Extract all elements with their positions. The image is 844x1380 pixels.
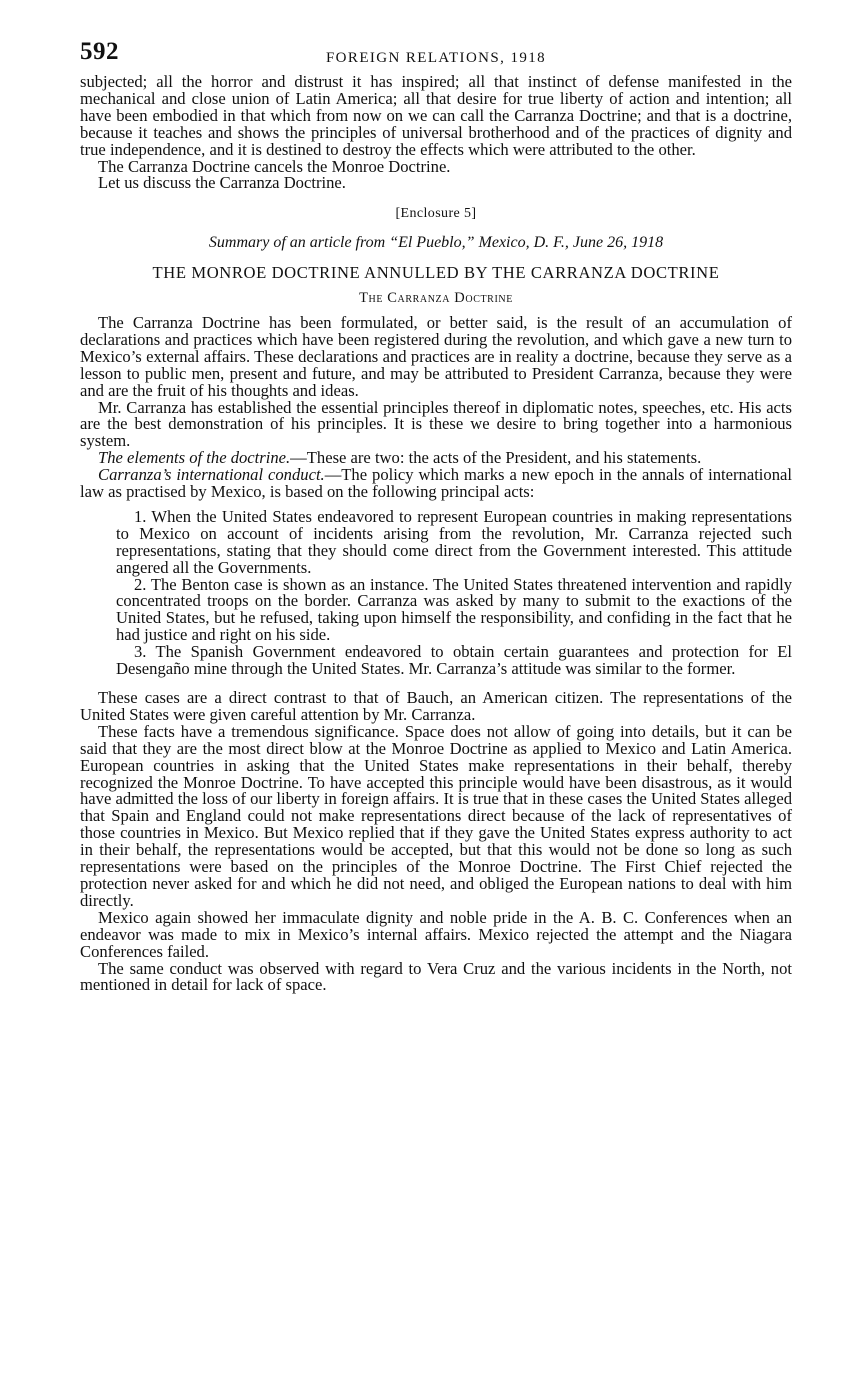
closing-paragraph: The same conduct was observed with regard to Vera Cruz and the various incidents in the North, not mentioned in detail for lack of space.: [80, 958, 792, 995]
numbered-item: 2. The Benton case is shown as an instance. The United States threatened intervention and rapidly concentrated troops on the border. Carranza was asked by many to submit to the exactions of the United States, but he refused, taking upon himself the responsibility, and confiding in the fact that he had justice and right on his side.: [116, 574, 792, 645]
numbered-list: [116, 506, 792, 679]
intro-paragraph: Let us discuss the Carranza Doctrine.: [98, 173, 346, 193]
article-main-heading: THE MONROE DOCTRINE ANNULLED BY THE CARRANZA DOCTRINE: [152, 263, 720, 283]
article-sub-heading: The Carranza Doctrine: [359, 290, 513, 307]
intro-paragraph: subjected; all the horror and distrust it has inspired; all that instinct of defense manifested in the mechanical and close union of Latin America; all that desire for true liberty of action and intention; all have been embodied in that which from now on we can call the Carranza Doctrine; and that is a doctrine, because it teaches and shows the principles of universal brotherhood and of the practices of dignity and true independence, and it is destined to destroy the effects which were attributed to the other.: [80, 72, 792, 159]
run-in-heading: Carranza’s international conduct.: [98, 465, 325, 485]
body-paragraph: Mr. Carranza has established the essential principles thereof in diplomatic notes, speeches, etc. His acts are the best demonstration of his principles. It is these we desire to bring together into a harmonious system.: [80, 397, 792, 451]
closing-paragraph: These cases are a direct contrast to that of Bauch, an American citizen. The representations of the United States were given careful attention by Mr. Carranza.: [80, 688, 792, 724]
intro-paragraph: The Carranza Doctrine cancels the Monroe Doctrine.: [98, 156, 451, 176]
running-head: [80, 38, 792, 74]
numbered-item: 1. When the United States endeavored to represent European countries in making representations to Mexico on account of incidents arising from the revolution, Mr. Carranza rejected such representations, stating that they should come direct from the Government interested. This attitude angered all the Governments.: [116, 506, 792, 577]
closing-paragraph: These facts have a tremendous significance. Space does not allow of going into details, but it can be said that they are the most direct blow at the Monroe Doctrine as applied to Mexico and Latin America. European countries in asking that the United States make representations in their behalf, thereby recognized the Monroe Doctrine. To have accepted this principle would have been disastrous, as it would have admitted the loss of our liberty in foreign affairs. It is true that in these cases the United States alleged that Spain and England could not make representations direct because of the lack of representatives of those countries in Mexico. But Mexico replied that if they gave the United States express authority to act in their behalf, the representations would be accepted, but that this would not be done so long as such representations were based on the principles of the Monroe Doctrine. The First Chief rejected the protection never asked for and which he did not need, and obliged the European nations to deal with him directly.: [80, 721, 792, 910]
running-title: FOREIGN RELATIONS, 1918: [325, 50, 547, 66]
page-number: 592: [80, 38, 119, 65]
document-page: [80, 38, 792, 995]
body-paragraph: The Carranza Doctrine has been formulated, or better said, is the result of an accumulation of declarations and practices which have been registered during the revolution, and which gave a new turn to Mexico’s external affairs. These declarations and practices are in reality a doctrine, because they serve as a lesson to public men, present and future, and may be attributed to President Carranza, because they were and are the fruit of his thoughts and ideas.: [80, 312, 792, 400]
closing-paragraph: Mexico again showed her immaculate dignity and noble pride in the A. B. C. Conferences when an endeavor was made to mix in Mexico’s internal affairs. Mexico rejected the attempt and the Niagara Conferences failed.: [80, 907, 792, 961]
body-paragraph: [80, 467, 792, 501]
run-in-text: —The policy which marks a new epoch in the annals of international law as practised by Mexico, is based on the following principal acts:: [80, 465, 792, 502]
numbered-item: 3. The Spanish Government endeavored to obtain certain guarantees and protection for El Desengaño mine through the United States. Mr. Carranza’s attitude was similar to the former.: [116, 642, 792, 679]
article-summary-line: Summary of an article from “El Pueblo,” Mexico, D. F., June 26, 1918: [208, 234, 664, 252]
run-in-heading: The elements of the doctrine.: [98, 448, 291, 468]
enclosure-label: [Enclosure 5]: [395, 206, 477, 222]
run-in-text: —These are two: the acts of the President, and his statements.: [290, 448, 702, 468]
